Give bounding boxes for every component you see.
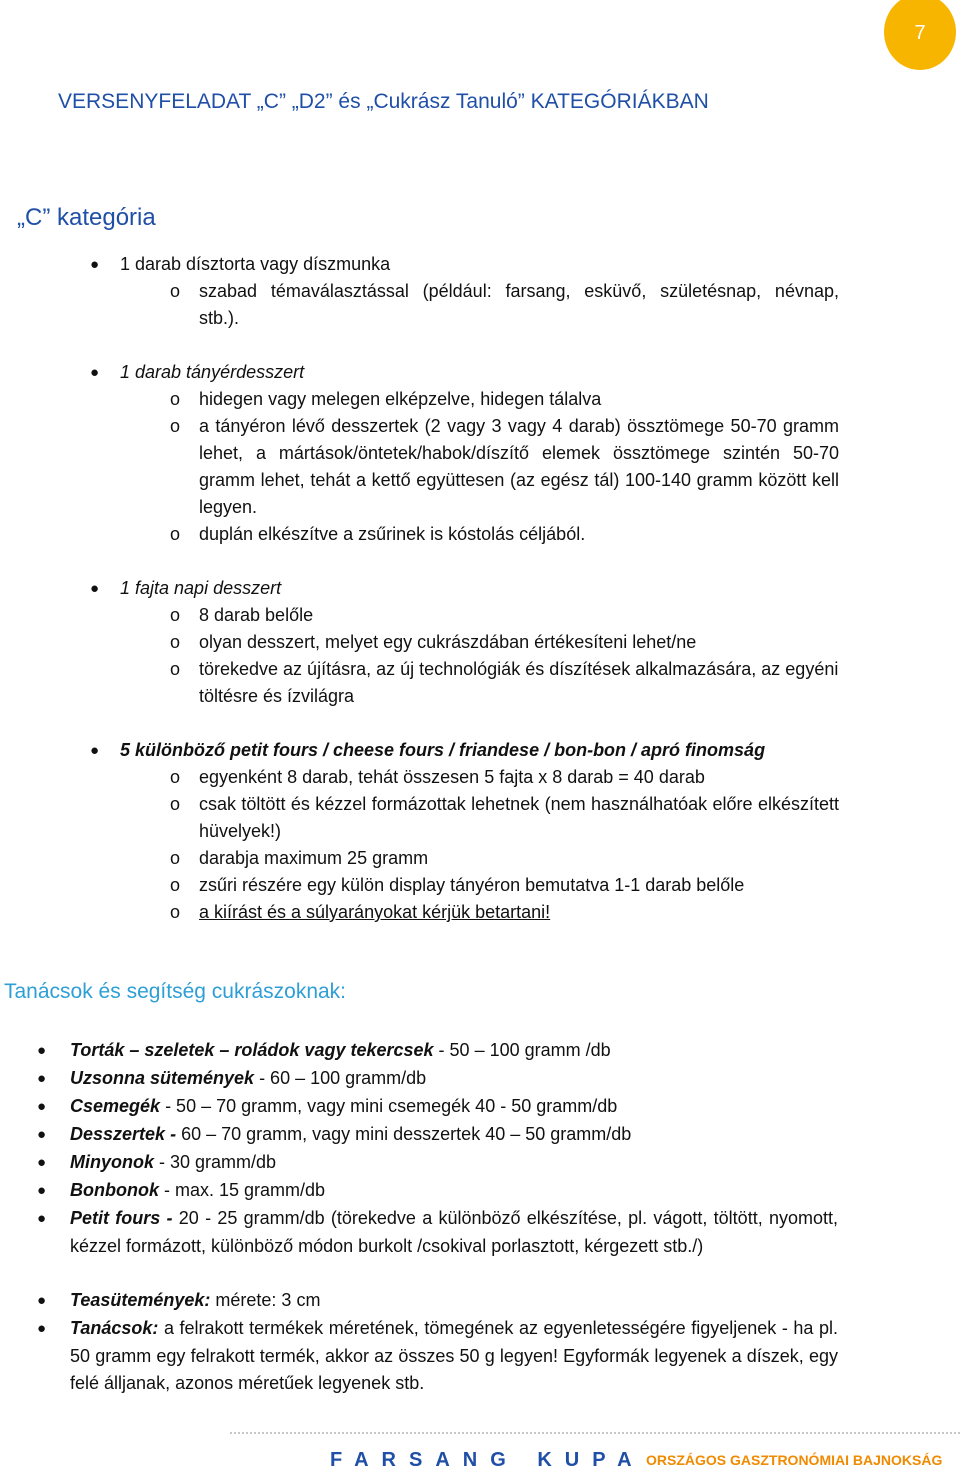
- sub-bullet-icon: o: [170, 632, 181, 652]
- section-3-item-3: törekedve az újításra, az új technológiák és díszítések alkalmazására, az egyéni töltésre és ízvilágra: [199, 659, 839, 706]
- tip-label: Desszertek -: [70, 1124, 177, 1144]
- section-4-item-3: darabja maximum 25 gramm: [199, 848, 429, 868]
- tip-item: [70, 1287, 838, 1315]
- tip-label: Minyonok: [70, 1152, 154, 1172]
- tip-text: - 50 – 70 gramm, vagy mini csemegék 40 - 50 gramm/db: [160, 1096, 618, 1116]
- bullet-icon: ●: [37, 1126, 47, 1143]
- bullet-icon: ●: [37, 1070, 47, 1087]
- sub-bullet-icon: o: [170, 848, 181, 868]
- section-4-item-2: csak töltött és kézzel formázottak lehetnek (nem használhatóak előre elkészített hüvelyek!): [199, 794, 839, 841]
- bullet-icon: ●: [90, 742, 100, 759]
- bullet-icon: ●: [37, 1182, 47, 1199]
- tip-item: [70, 1065, 838, 1093]
- bullet-icon: ●: [37, 1098, 47, 1115]
- tip-text: a felrakott termékek méretének, tömegének az egyenletességére figyeljenek - ha pl. 50 gramm egy felrakott termék, akkor az összes 50 g legyen! Egyformák legyenek a díszek, egy felé álljanak, azonos méretűek legyenek stb.: [70, 1318, 838, 1393]
- tip-item: [70, 1121, 838, 1149]
- sub-bullet-icon: o: [170, 659, 181, 679]
- tip-item: [70, 1093, 838, 1121]
- section-1-item-1: szabad témaválasztással (például: farsang, esküvő, születésnap, névnap, stb.).: [199, 281, 839, 328]
- section-2-item-3: duplán elkészítve a zsűrinek is kóstolás céljából.: [199, 524, 586, 544]
- tip-label: Petit fours -: [70, 1208, 173, 1228]
- category-heading: „C” kategória: [17, 204, 156, 231]
- tip-item: [70, 1177, 838, 1205]
- sub-bullet-icon: o: [170, 281, 181, 301]
- page-number: 7: [914, 21, 926, 44]
- section-3-item-1: 8 darab belőle: [199, 605, 314, 625]
- sub-bullet-icon: o: [170, 389, 181, 409]
- tip-item: [70, 1205, 838, 1260]
- section-title-1: 1 darab dísztorta vagy díszmunka: [120, 254, 391, 274]
- section-2-item-1: hidegen vagy melegen elképzelve, hidegen tálalva: [199, 389, 602, 409]
- tip-label: Bonbonok: [70, 1180, 159, 1200]
- tip-item: [70, 1149, 838, 1177]
- section-2-item-2: a tányéron lévő desszertek (2 vagy 3 vagy 4 darab) össztömege 50-70 gramm lehet, a mártások/öntetek/habok/díszítő elemek össztömege szintén 50-70 gramm lehet, tehát a kettő együttesen (az egész tál) 100-140 gramm között kell legyen.: [199, 416, 839, 517]
- section-4-item-4: zsűri részére egy külön display tányéron bemutatva 1-1 darab belőle: [199, 875, 745, 895]
- section-title-2: 1 darab tányérdesszert: [120, 362, 305, 382]
- sub-bullet-icon: o: [170, 416, 181, 436]
- section-title-3: 1 fajta napi desszert: [120, 578, 282, 598]
- sub-bullet-icon: o: [170, 524, 181, 544]
- tips-heading: Tanácsok és segítség cukrászoknak:: [4, 980, 347, 1003]
- tip-label: Torták – szeletek – roládok vagy tekercsek: [70, 1040, 434, 1060]
- sub-bullet-icon: o: [170, 767, 181, 787]
- footer-divider: [230, 1432, 960, 1434]
- bullet-icon: ●: [90, 364, 100, 381]
- tip-item: [70, 1037, 838, 1065]
- section-4-item-5: a kiírást és a súlyarányokat kérjük betartani!: [199, 902, 551, 922]
- tip-text: - max. 15 gramm/db: [158, 1180, 326, 1200]
- tip-label: Csemegék: [70, 1096, 161, 1116]
- bullet-icon: ●: [37, 1042, 47, 1059]
- page-title: VERSENYFELADAT „C” „D2” és „Cukrász Tanuló” KATEGÓRIÁKBAN: [58, 90, 709, 113]
- tip-label: Uzsonna sütemények: [70, 1068, 255, 1088]
- bullet-icon: ●: [37, 1292, 47, 1309]
- tip-text: - 30 gramm/db: [154, 1152, 277, 1172]
- tip-label: Teasütemények:: [70, 1290, 211, 1310]
- tip-label: Tanácsok:: [70, 1318, 159, 1338]
- tip-text: 60 – 70 gramm, vagy mini desszertek 40 – 50 gramm/db: [176, 1124, 632, 1144]
- tip-text: - 60 – 100 gramm/db: [254, 1068, 427, 1088]
- tip-item: [70, 1315, 838, 1398]
- sub-bullet-icon: o: [170, 605, 181, 625]
- section-3-item-2: olyan desszert, melyet egy cukrászdában értékesíteni lehet/ne: [199, 632, 697, 652]
- sub-bullet-icon: o: [170, 794, 181, 814]
- bullet-icon: ●: [90, 580, 100, 597]
- bullet-icon: ●: [90, 256, 100, 273]
- bullet-icon: ●: [37, 1210, 47, 1227]
- sub-bullet-icon: o: [170, 875, 181, 895]
- bullet-icon: ●: [37, 1320, 47, 1337]
- footer-subtitle: ORSZÁGOS GASZTRONÓMIAI BAJNOKSÁG: [646, 1452, 943, 1468]
- sub-bullet-icon: o: [170, 902, 181, 922]
- page-number-badge: [884, 0, 956, 70]
- section-4-item-1: egyenként 8 darab, tehát összesen 5 fajta x 8 darab = 40 darab: [199, 767, 705, 787]
- tip-text: mérete: 3 cm: [210, 1290, 321, 1310]
- tip-text: - 50 – 100 gramm /db: [433, 1040, 611, 1060]
- tip-text: 20 - 25 gramm/db (törekedve a különböző elkészítése, pl. vágott, töltött, nyomott, kézzel formázott, különböző módon burkolt /csokival porlasztott, kérgezett stb./): [70, 1208, 838, 1256]
- footer-brand: FARSANG KUPA: [330, 1449, 645, 1471]
- section-title-4: 5 különböző petit fours / cheese fours / friandese / bon-bon / apró finomság: [120, 740, 766, 760]
- bullet-icon: ●: [37, 1154, 47, 1171]
